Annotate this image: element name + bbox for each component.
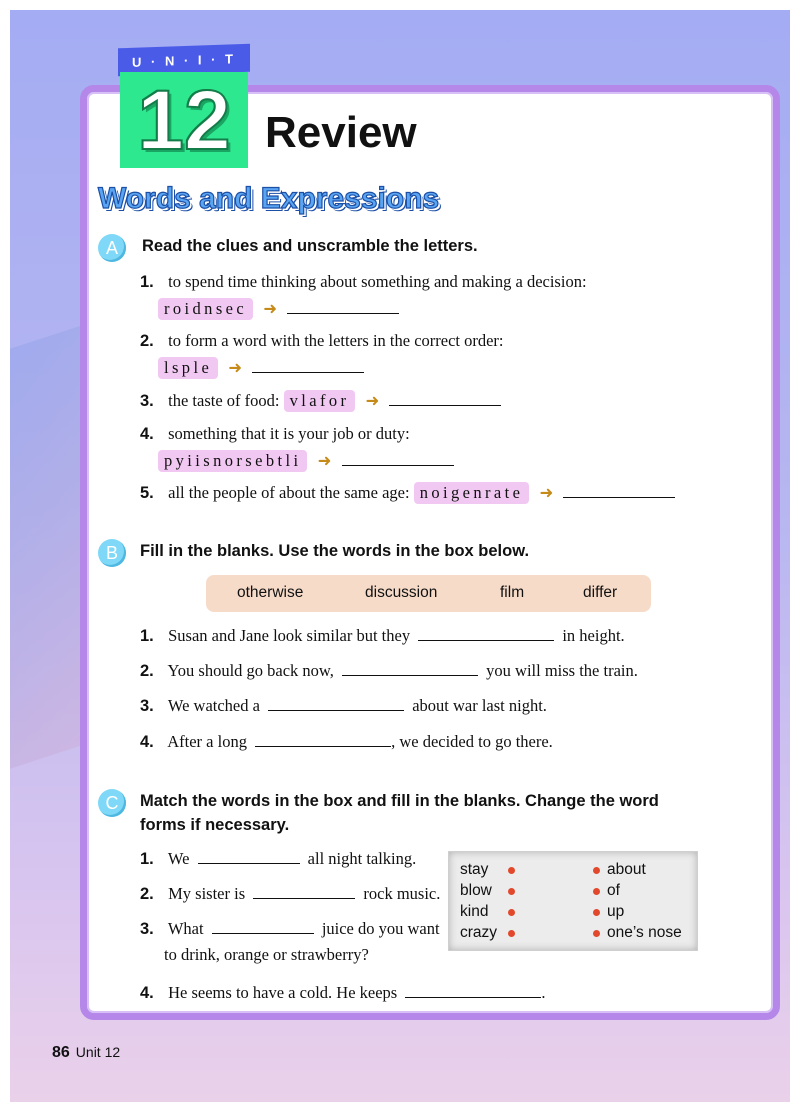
section-b-marker: B [98,539,126,567]
arrow-right-icon: ➜ [539,483,554,502]
scrambled-letters: noigenrate [414,482,530,504]
section-heading: Words and Expressions [98,182,440,215]
item-number: 1. [140,627,154,645]
match-dot[interactable] [593,867,600,874]
item-clue: the taste of food: [168,391,280,410]
c-item-4 [140,983,545,1003]
b-item-2 [140,661,638,681]
match-left-item: crazy [460,924,498,941]
item-number: 3. [140,392,154,410]
scrambled-letters: lsple [158,357,218,379]
item-clue: something that it is your job or duty: [168,424,410,443]
match-dot[interactable] [508,888,515,895]
unit-number: 12 [120,72,248,168]
match-dot[interactable] [508,867,515,874]
b-item-4 [140,732,553,752]
item-text-before: We [167,849,190,868]
section-b-instruction: Fill in the blanks. Use the words in the box below. [140,542,530,560]
answer-blank[interactable] [198,849,300,864]
answer-blank[interactable] [255,732,391,747]
match-dot[interactable] [593,909,600,916]
item-text-after: juice do you want [321,919,440,938]
word-box-item: discussion [365,584,438,601]
item-text-after: about war last night. [412,696,547,715]
section-a-instruction: Read the clues and unscramble the letters. [142,237,478,255]
section-a-marker: A [98,234,126,262]
scrambled-letters: vlafor [284,390,356,412]
arrow-right-icon: ➜ [317,451,332,470]
page-title: Review [265,108,417,157]
answer-blank[interactable] [389,391,501,406]
item-text-after: you will miss the train. [486,661,638,680]
match-dot[interactable] [508,930,515,937]
a-item-2-answer-row [158,357,364,379]
arrow-right-icon: ➜ [263,299,278,318]
answer-blank[interactable] [287,299,399,314]
match-left-item: stay [460,861,489,878]
item-text-after: in height. [562,626,625,645]
match-dot[interactable] [593,930,600,937]
item-number: 3. [140,697,154,715]
match-left-item: blow [460,882,492,899]
answer-blank[interactable] [268,696,404,711]
answer-blank[interactable] [212,919,314,934]
a-item-3 [140,390,501,412]
item-clue: to spend time thinking about something and making a decision: [168,272,587,291]
c-item-3 [140,919,440,939]
match-left-item: kind [460,903,489,920]
item-text-after: rock music. [363,884,441,903]
arrow-right-icon: ➜ [365,391,380,410]
item-text-after: all night talking. [307,849,417,868]
item-text-before: We watched a [167,696,260,715]
match-box [448,851,698,951]
match-right-item: up [607,903,625,920]
b-item-1 [140,626,625,646]
match-dot[interactable] [593,888,600,895]
item-number: 2. [140,885,154,903]
item-text-before: Susan and Jane look similar but they [168,626,411,645]
scrambled-letters: pyiisnorsebtli [158,450,307,472]
page-footer [52,1044,120,1062]
section-c-instruction-line-1: Match the words in the box and fill in the blanks. Change the word [140,792,659,810]
item-text-after: , we decided to go there. [391,732,553,751]
a-item-5 [140,482,675,504]
item-text-before: After a long [167,732,247,751]
item-number: 4. [140,733,154,751]
answer-blank[interactable] [252,358,364,373]
match-right-item: one’s nose [607,924,682,941]
page-number: 86 [52,1044,70,1061]
answer-blank[interactable] [418,626,554,641]
section-c-instruction-line-2: forms if necessary. [140,816,290,834]
footer-unit-label: Unit 12 [75,1044,121,1060]
answer-blank[interactable] [253,884,355,899]
a-item-1-answer-row [158,298,399,320]
word-box [206,575,651,612]
word-box-item: otherwise [237,584,304,601]
item-number: 5. [140,484,154,502]
item-clue: all the people of about the same age: [168,483,410,502]
item-number: 2. [140,332,154,350]
c-item-1 [140,849,416,869]
b-item-3 [140,696,547,716]
unit-label: U · N · I · T [118,44,250,77]
item-text-after: . [541,983,546,1002]
a-item-2 [140,331,504,351]
item-number: 4. [140,425,154,443]
scrambled-letters: roidnsec [158,298,253,320]
item-text-before: What [167,919,204,938]
a-item-1 [140,272,587,292]
word-box-item: differ [583,584,618,601]
item-text-before: My sister is [168,884,246,903]
answer-blank[interactable] [563,483,675,498]
match-right-item: about [607,861,646,878]
item-number: 2. [140,662,154,680]
item-number: 3. [140,920,154,938]
answer-blank[interactable] [342,661,478,676]
arrow-right-icon: ➜ [228,358,243,377]
item-clue: to form a word with the letters in the correct order: [168,331,504,350]
item-number: 1. [140,850,154,868]
item-text-before: You should go back now, [167,661,334,680]
unit-badge [118,46,250,170]
a-item-4-answer-row [158,450,454,472]
answer-blank[interactable] [342,451,454,466]
section-c-marker: C [98,789,126,817]
c-item-2 [140,884,440,904]
item-number: 4. [140,984,154,1002]
match-dot[interactable] [508,909,515,916]
answer-blank[interactable] [405,983,541,998]
a-item-4 [140,424,410,444]
word-box-item: film [500,584,525,601]
item-number: 1. [140,273,154,291]
item-text-before: He seems to have a cold. He keeps [168,983,398,1002]
match-right-item: of [607,882,620,899]
c-item-3-line-2: to drink, orange or strawberry? [164,945,369,964]
